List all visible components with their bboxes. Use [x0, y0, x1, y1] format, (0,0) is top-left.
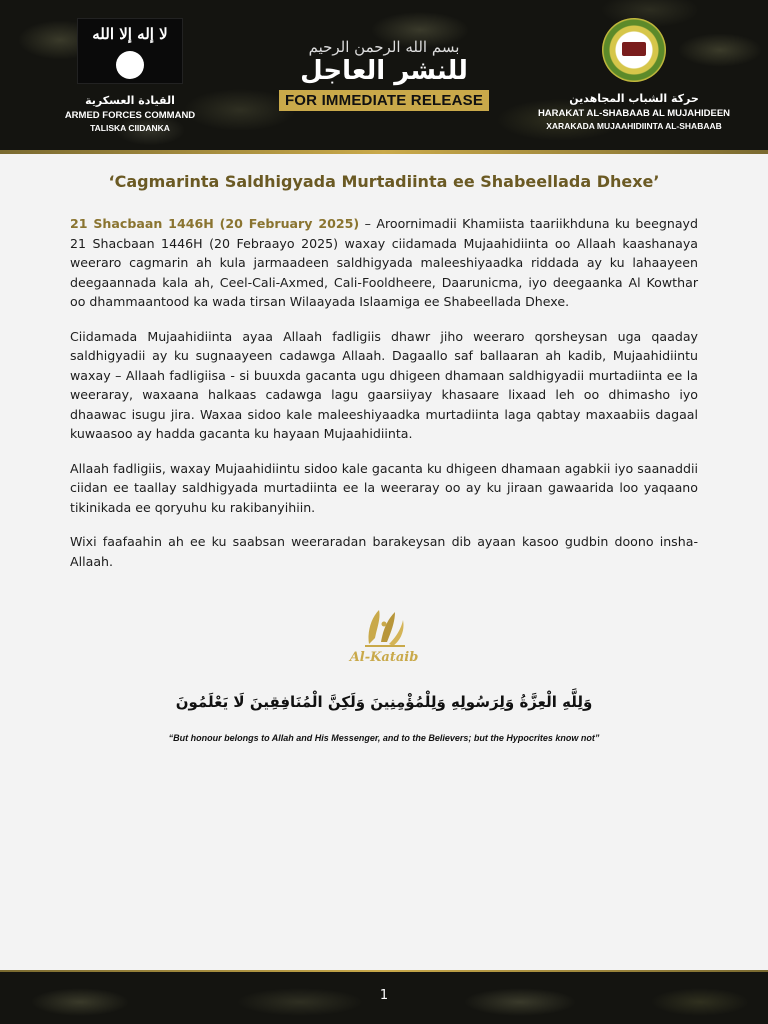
al-kataib-calligraphy-icon — [361, 604, 407, 648]
header-banner — [0, 0, 768, 152]
paragraph-4: Wixi faafaahin ah ee ku saabsan weeraradan barakeysan dib ayaan kasoo gudbin doono insha-Allaah. — [70, 534, 698, 569]
harakat-block — [520, 18, 748, 131]
al-kataib-logo — [334, 604, 434, 665]
release-arabic: للنشر العاجل — [300, 56, 468, 86]
harakat-arabic: حركة الشباب المجاهدين — [569, 92, 699, 105]
release-date: 21 Shacbaan 1446H (20 February 2025) — [70, 216, 360, 231]
black-flag-icon — [77, 18, 183, 84]
flag-shahada-text: لا إله إلا الله — [92, 25, 168, 43]
al-shabaab-emblem-icon — [602, 18, 666, 82]
document-title: ‘Cagmarinta Saldhigyada Murtadiinta ee Shabeellada Dhexe’ — [108, 172, 660, 191]
paragraph-2: Ciidamada Mujaahidiinta ayaa Allaah fadligiis dhawr jiho weeraro qorsheysan uga qaaday saldhigyadii ay ku sugnaayeen cadawga Allaah. Dagaallo saf ballaaran ah kadib, Mujaahidiintu waxay – Allaah fadligiisa - si buuxda gacanta ugu dhigeen dhamaan saldhigyadii murtadiinta ee la weeraray, waxaana halkaas cadawga lagu gaarsiiyay khasaare lixaad leh oo dhimasho iyo dhaawac isugu jira. Waxaa sidoo kale maleeshiyaadka murtadiinta laga qabtay maxaabiis dagaal kuwaasoo ay hadda gacanta ku hayaan Mujaahidiinta. — [70, 328, 698, 441]
quran-verse-english: “But honour belongs to Allah and His Messenger, and to the Believers; but the Hypocrites know not” — [168, 733, 600, 743]
harakat-english: HARAKAT AL-SHABAAB AL MUJAHIDEEN — [537, 108, 731, 119]
page-number: 1 — [379, 988, 389, 1003]
prophet-seal-icon — [116, 51, 144, 79]
armed-forces-command-block — [60, 18, 200, 133]
header-divider — [0, 150, 768, 154]
document-body — [70, 214, 698, 586]
basmala: بسم الله الرحمن الرحيم — [308, 38, 460, 56]
release-heading-block — [254, 38, 514, 111]
release-english-badge: FOR IMMEDIATE RELEASE — [279, 90, 489, 111]
armed-forces-english: ARMED FORCES COMMAND — [64, 110, 196, 121]
paragraph-1-text: – Aroornimadii Khamiista taariikhduna ku beegnayd 21 Shacbaan 1446H (20 Febraayo 2025) waxay ciidamada Mujaahidiinta oo Allaah kaashanaya weeraro cagmarin ah kula jarmaadeen saldhigyada maleeshiyaadka riddada ay ku lahaayeen deegaannada kala ah, Ceel-Cali-Axmed, Cali-Fooldheere, Daarunicma, iyo deegaanka Al Kowthar oo dhammaantood ka wada tirsan Wilaayada Islaamiga ee Shabeellada Dhexe. — [70, 216, 698, 309]
paragraph-3: Allaah fadligiis, waxay Mujaahidiintu sidoo kale gacanta ku dhigeen dhamaan agabkii iyo saanaddii ciidan ee taallay saldhigyada murtadiinta ee la weeraray oo ay ku jiraan gawaarida loo yaqaano tikinikada ee qoryuhu ku rakibanyihiin. — [70, 460, 698, 515]
quran-verse-arabic: وَلِلَّهِ الْعِزَّةُ وَلِرَسُولِهِ وَلِلْمُؤْمِنِينَ وَلَكِنَّ الْمُنَافِقِينَ لَا يَعْلَمُونَ — [175, 693, 593, 711]
al-kataib-name: Al-Kataib — [349, 650, 419, 665]
harakat-somali: XARAKADA MUJAAHIDIINTA AL-SHABAAB — [546, 121, 722, 131]
quran-book-icon — [622, 42, 646, 56]
armed-forces-arabic: القيادة العسكرية — [85, 94, 175, 107]
armed-forces-somali: TALISKA CIIDANKA — [90, 123, 170, 133]
paragraph-1 — [70, 214, 698, 312]
